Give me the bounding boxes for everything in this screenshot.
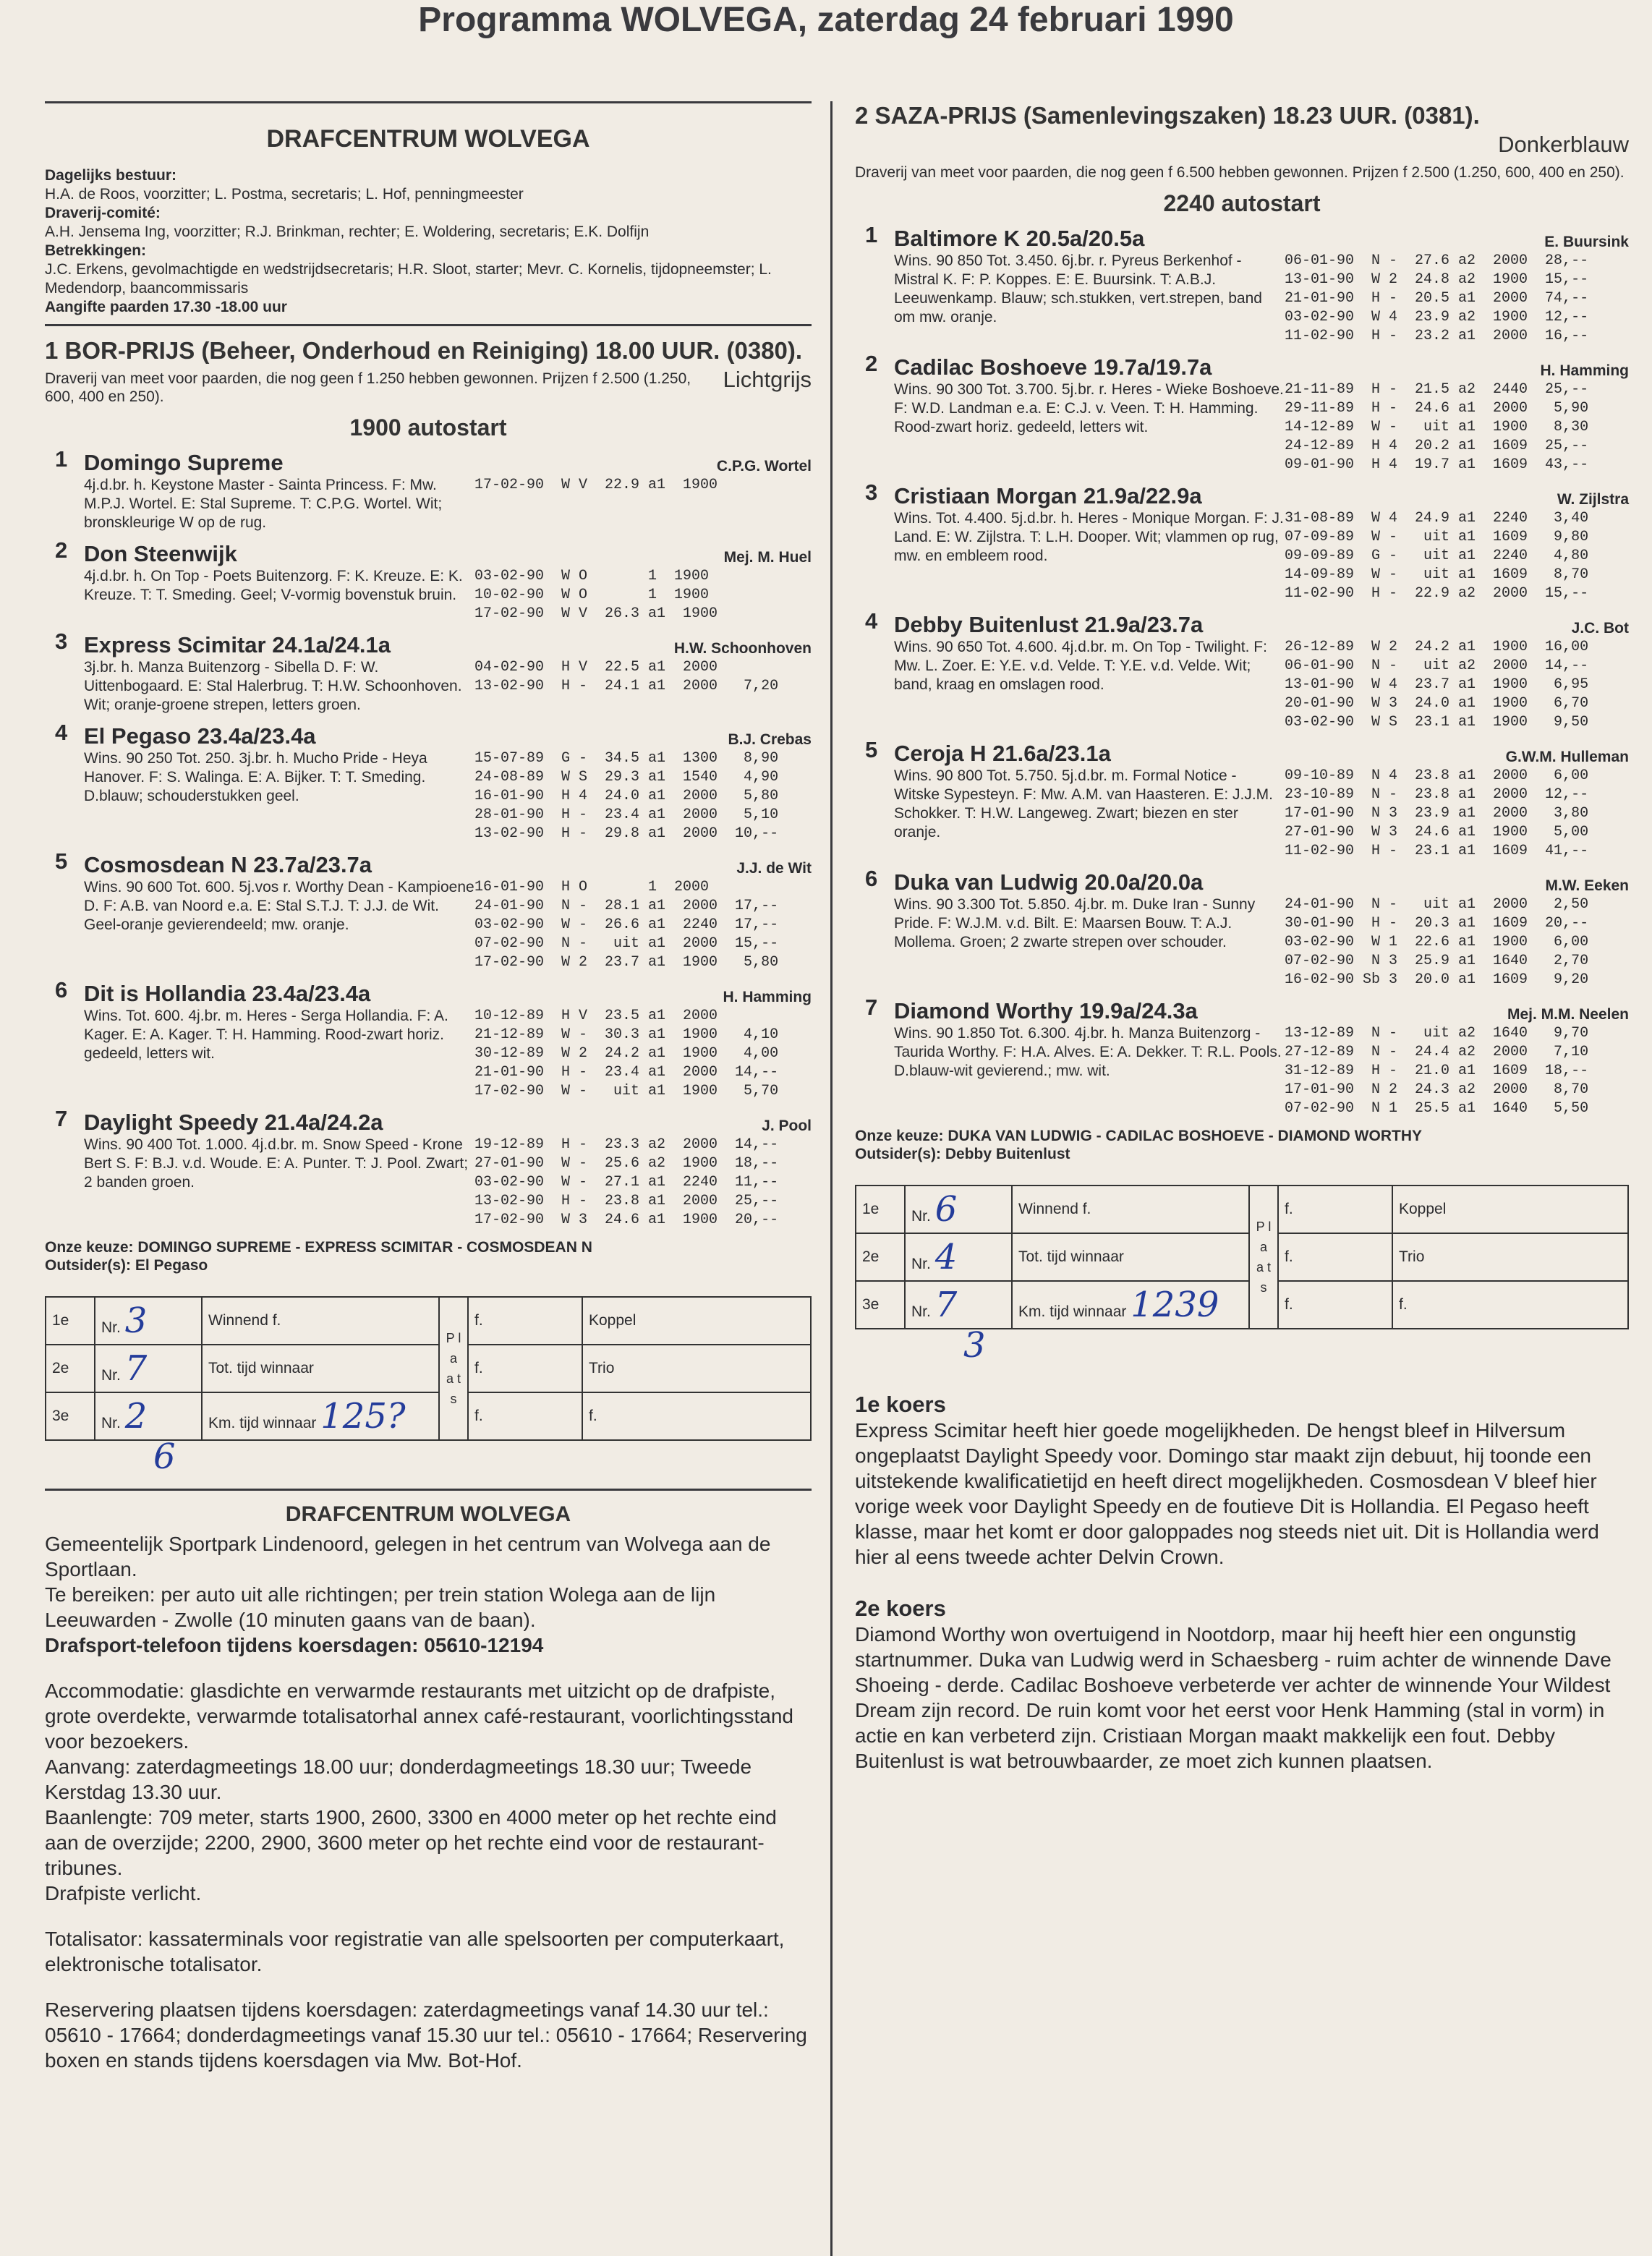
left-column — [45, 101, 812, 2073]
horse-name: Cadilac Boshoeve 19.7a/19.7a — [894, 354, 1212, 380]
horse-results: 19-12-89 H - 23.3 a2 2000 14,-- 27-01-90 W - 25.6 a2 1900 18,-- 03-02-90 W - 27.1 a1 2240 11,-- 13-02-90 H - 23.8 a1 2000 25,-- 17-02-90 W 3 24.6 a1 1900 20,-- — [474, 1136, 779, 1228]
horse-driver: H. Hamming — [1540, 362, 1629, 379]
info-p7: Drafpiste verlicht. — [45, 1882, 202, 1904]
form-f: f. — [468, 1392, 582, 1440]
form-km-tijd: Km. tijd winnaar — [208, 1415, 317, 1431]
horse-number: 7 — [55, 1106, 68, 1131]
horse-description: Wins. 90 1.850 Tot. 6.300. 4j.br. h. Manza Buitenzorg - Taurida Worthy. F: H.A. Alves. E: A. Dekker. T: R.L. Pools. D.blauw-wit gevierend.; mw. wit. — [894, 1025, 1282, 1079]
daily-board: H.A. de Roos, voorzitter; L. Postma, secretaris; L. Hof, penningmeester — [45, 186, 524, 203]
horse-name: Baltimore K 20.5a/20.5a — [894, 226, 1145, 251]
race2-color: Donkerblauw — [1498, 132, 1629, 157]
committee-label: Draverij-comité: — [45, 205, 161, 221]
horse-entry — [855, 608, 1629, 732]
horse-body — [84, 981, 812, 1101]
race1-start: 1900 autostart — [349, 414, 507, 440]
horse-results: 21-11-89 H - 21.5 a2 2440 25,-- 29-11-89 H - 24.6 a1 2000 5,90 14-12-89 W - uit a1 1900 8,30 24-12-89 H 4 20.2 a1 1609 25,-- 09-01-90 H 4 19.7 a1 1609 43,-- — [1285, 381, 1589, 473]
horse-description: Wins. 90 3.300 Tot. 5.850. 4j.br. m. Duke Iran - Sunny Pride. F: W.J.M. v.d. Bilt. E: Maarsen Bouw. T: A.J. Mollema. Groen; 2 zwarte strepen over schouder. — [894, 896, 1256, 950]
horse-description: Wins. Tot. 600. 4j.br. m. Heres - Serga Hollandia. F: A. Kager. E: A. Kager. T: H. Hamming. Rood-zwart horiz. gedeeld, letters wit. — [84, 1008, 448, 1062]
form-row-1e: 1e — [856, 1186, 905, 1233]
hw-extra[interactable]: 6 — [153, 1436, 176, 1477]
horse-results: 13-12-89 N - uit a2 1640 9,70 27-12-89 N - 24.4 a2 2000 7,10 31-12-89 H - 21.0 a1 1609 18,-- 17-01-90 N 2 24.3 a2 2000 8,70 07-02-90 N 1 25.5 a1 1640 5,50 — [1285, 1025, 1589, 1117]
race2-outsider: Outsider(s): Debby Buitenlust — [855, 1146, 1070, 1162]
hw-first[interactable]: 6 — [934, 1189, 958, 1230]
horse-description: Wins. 90 800 Tot. 5.750. 5j.d.br. m. Formal Notice - Witske Sypesteyn. F: Mw. A.M. van Haasteren. E: J.J.M. Schokker. T: H.W. Langeweg. Zwart; biezen en ster oranje. — [894, 767, 1273, 840]
form-f: f. — [1278, 1186, 1392, 1233]
form-trio: Trio — [582, 1345, 811, 1392]
form-f: f. — [582, 1392, 811, 1440]
horse-body — [84, 852, 812, 972]
horse-results: 24-01-90 N - uit a1 2000 2,50 30-01-90 H - 20.3 a1 1609 20,-- 03-02-90 W 1 22.6 a1 1900 6,00 07-02-90 N 3 25.9 a1 1640 2,70 16-02-90 Sb 3 20.0 a1 1609 9,20 — [1285, 896, 1589, 988]
race1-color: Lichtgrijs — [723, 367, 812, 392]
horse-number: 5 — [865, 737, 878, 762]
race1-title-text: 1 BOR-PRIJS (Beheer, Onderhoud en Reiniging) 18.00 UUR. (0380). — [45, 337, 803, 364]
horse-entry — [855, 222, 1629, 346]
info-p6: Baanlengte: 709 meter, starts 1900, 2600, 3300 en 4000 meter op het rechte eind aan de overzijde; 2200, 2900, 3600 meter op het rechte eind voor de restaurant-tribunes. — [45, 1806, 777, 1879]
horse-entry — [45, 446, 812, 532]
horse-entry — [45, 1106, 812, 1230]
horse-body — [894, 869, 1629, 989]
horse-entry — [855, 351, 1629, 474]
race2-start: 2240 autostart — [1163, 190, 1321, 216]
hw-time[interactable]: 1239 — [1131, 1285, 1219, 1325]
horse-name: Daylight Speedy 21.4a/24.2a — [84, 1110, 383, 1135]
horse-results: 17-02-90 W V 22.9 a1 1900 — [474, 477, 718, 493]
form-nr-label: Nr. — [101, 1415, 121, 1431]
hw-second[interactable]: 7 — [124, 1348, 148, 1389]
form-tot-tijd: Tot. tijd winnaar — [1012, 1233, 1249, 1281]
horse-results: 16-01-90 H O 1 2000 24-01-90 N - 28.1 a1 2000 17,-- 03-02-90 W - 26.6 a1 2240 17,-- 07-02-90 N - uit a1 2000 15,-- 17-02-90 W 2 23.7 a1 1900 5,80 — [474, 879, 779, 971]
form-koppel: Koppel — [582, 1297, 811, 1345]
horse-name: El Pegaso 23.4a/23.4a — [84, 723, 316, 749]
info-title: DRAFCENTRUM WOLVEGA — [285, 1502, 571, 1526]
comment1-text: Express Scimitar heeft hier goede mogelijkheden. De hengst bleef in Hilversum ongeplaatst Daylight Speedy voor. Domingo star maakt zijn debuut, hij toonde een uitstekende kwalificatietijd en heeft direct mogelijkheden. Cosmosdean V bleef hier vorige week voor Daylight Speedy en de foutieve Dit is Hollandia. El Pegaso heeft klasse, maar het komt er door galoppades nog steeds niet uit. Dit is Hollandia werd hier al eens tweede achter Delvin Crown. — [855, 1419, 1599, 1568]
race1-result-form — [45, 1296, 812, 1441]
horse-driver: M.W. Eeken — [1545, 877, 1629, 894]
race1-keuze: Onze keuze: DOMINGO SUPREME - EXPRESS SCIMITAR - COSMOSDEAN N — [45, 1239, 592, 1256]
race1-horse-list — [45, 446, 812, 1230]
info-p2: Te bereiken: per auto uit alle richtingen; per trein station Wolega aan de lijn Leeuwarden - Zwolle (10 minuten gaans van de baan). — [45, 1583, 716, 1631]
form-f: f. — [1278, 1281, 1392, 1329]
horse-results: 03-02-90 W O 1 1900 10-02-90 W O 1 1900 17-02-90 W V 26.3 a1 1900 — [474, 568, 718, 622]
officials-label: Betrekkingen: — [45, 242, 147, 259]
comment1-title: 1e koers — [855, 1392, 946, 1417]
horse-driver: C.P.G. Wortel — [716, 458, 812, 474]
info-p4: Accommodatie: glasdichte en verwarmde restaurants met uitzicht op de drafpiste, grote overdekte, verwarmde totalisatorhal annex café-restaurant, voorlichtingsstand voor bezoekers. — [45, 1680, 793, 1753]
horse-driver: E. Buursink — [1544, 234, 1629, 250]
race2-horse-list — [855, 222, 1629, 1118]
horse-description: Wins. 90 250 Tot. 250. 3j.br. h. Mucho Pride - Heya Hanover. F: S. Walinga. E: A. Bijker. T: T. Smeding. D.blauw; schouderstukken geel. — [84, 750, 427, 804]
horse-description: Wins. 90 850 Tot. 3.450. 6j.br. r. Pyreus Berkenhof - Mistral K. F: P. Koppes. E: E. Buursink. T: A.B.J. Leeuwenkamp. Blauw; sch.stukken, vert.strepen, band om mw. oranje. — [894, 252, 1262, 325]
info-p5: Aanvang: zaterdagmeetings 18.00 uur; donderdagmeetings 18.30 uur; Tweede Kerstdag 13.30 uur. — [45, 1755, 752, 1803]
form-km-tijd: Km. tijd winnaar — [1018, 1303, 1127, 1320]
horse-driver: J.J. de Wit — [736, 860, 812, 877]
hw-time[interactable]: 125? — [320, 1396, 406, 1436]
info-p9: Reservering plaatsen tijdens koersdagen: zaterdagmeetings vanaf 14.30 uur tel.: 05610 - 17664; donderdagmeetings vanaf 15.30 uur tel.: 05610 - 17664; Reservering boxen en stands tijdens koersdagen via Mw. Bot-Hof. — [45, 1999, 807, 2072]
horse-body — [894, 483, 1629, 603]
horse-name: Don Steenwijk — [84, 541, 237, 566]
horse-description: Wins. 90 650 Tot. 4.600. 4j.d.br. m. On Top - Twilight. F: Mw. L. Zoer. E: Y.E. v.d. Velde. T: Y.E. v.d. Velde. Wit; band, kraag en omslagen rood. — [894, 639, 1267, 693]
horse-number: 4 — [55, 720, 68, 745]
horse-body — [84, 541, 812, 623]
horse-body — [894, 612, 1629, 732]
horse-description: 4j.d.br. h. On Top - Poets Buitenzorg. F: K. Kreuze. E: K. Kreuze. T: T. Smeding. Geel; V-vormig bovenstuk bruin. — [84, 568, 463, 603]
race2-title-text: 2 SAZA-PRIJS (Samenlevingszaken) 18.23 UUR. (0381). — [855, 102, 1480, 129]
horse-driver: J. Pool — [762, 1118, 812, 1134]
horse-name: Domingo Supreme — [84, 450, 284, 475]
form-row-1e: 1e — [46, 1297, 95, 1345]
horse-name: Express Scimitar 24.1a/24.1a — [84, 632, 391, 657]
horse-description: 3j.br. h. Manza Buitenzorg - Sibella D. F: W. Uittenbogaard. E: Stal Halerbrug. T: H.W. Schoonhoven. Wit; oranje-groene strepen, letters groen. — [84, 659, 462, 713]
race2-title — [855, 101, 1629, 159]
info-p1: Gemeentelijk Sportpark Lindenoord, gelegen in het centrum van Wolvega aan de Sportlaan. — [45, 1533, 771, 1580]
horse-entry — [855, 995, 1629, 1118]
form-plaats: P l a a t s — [1249, 1186, 1278, 1329]
horse-body — [84, 632, 812, 715]
race2-result-form — [855, 1185, 1629, 1329]
hw-third[interactable]: 2 — [124, 1396, 148, 1436]
horse-body — [894, 226, 1629, 346]
race2-keuze: Onze keuze: DUKA VAN LUDWIG - CADILAC BOSHOEVE - DIAMOND WORTHY — [855, 1128, 1423, 1144]
horse-name: Cosmosdean N 23.7a/23.7a — [84, 852, 372, 877]
form-nr-label: Nr. — [911, 1208, 931, 1225]
horse-body — [894, 998, 1629, 1118]
info-p3: Drafsport-telefoon tijdens koersdagen: 05610-12194 — [45, 1634, 544, 1656]
horse-description: Wins. 90 300 Tot. 3.700. 5j.br. r. Heres - Wieke Boshoeve. F: W.D. Landman e.a. E: C.J. v. Veen. T: H. Hamming. Rood-zwart horiz. gedeeld, letters wit. — [894, 381, 1284, 435]
page-title: Programma WOLVEGA, zaterdag 24 februari 1990 — [418, 1, 1234, 39]
horse-body — [894, 354, 1629, 474]
horse-body — [84, 723, 812, 843]
committee: A.H. Jensema Ing, voorzitter; R.J. Brinkman, rechter; E. Woldering, secretaris; E.K. Dolfijn — [45, 224, 650, 240]
hw-third[interactable]: 7 — [934, 1285, 958, 1325]
horse-number: 1 — [55, 446, 68, 472]
hw-extra[interactable]: 3 — [963, 1325, 986, 1366]
comment2-title: 2e koers — [855, 1596, 946, 1621]
form-plaats: P l a a t s — [439, 1297, 468, 1440]
horse-number: 6 — [865, 866, 878, 891]
race1-outsider: Outsider(s): El Pegaso — [45, 1257, 208, 1274]
horse-number: 2 — [55, 537, 68, 563]
hw-first[interactable]: 3 — [124, 1301, 148, 1341]
form-row-3e: 3e — [46, 1392, 95, 1440]
form-winnend: Winnend f. — [202, 1297, 439, 1345]
horse-results: 04-02-90 H V 22.5 a1 2000 13-02-90 H - 24.1 a1 2000 7,20 — [474, 659, 779, 694]
form-row-3e: 3e — [856, 1281, 905, 1329]
horse-number: 1 — [865, 222, 878, 247]
form-nr-label: Nr. — [911, 1256, 931, 1272]
horse-entry — [45, 629, 812, 715]
form-f: f. — [1278, 1233, 1392, 1281]
horse-results: 10-12-89 H V 23.5 a1 2000 21-12-89 W - 30.3 a1 1900 4,10 30-12-89 W 2 24.2 a1 1900 4,00 21-01-90 H - 23.4 a1 2000 14,-- 17-02-90 W - uit a1 1900 5,70 — [474, 1008, 779, 1099]
entry-time: Aangifte paarden 17.30 -18.00 uur — [45, 299, 287, 315]
form-nr-label: Nr. — [911, 1303, 931, 1320]
horse-results: 09-10-89 N 4 23.8 a1 2000 6,00 23-10-89 N - 23.8 a1 2000 12,-- 17-01-90 N 3 23.9 a1 2000 3,80 27-01-90 W 3 24.6 a1 1900 5,00 11-02-90 H - 23.1 a1 1609 41,-- — [1285, 767, 1589, 859]
hw-second[interactable]: 4 — [934, 1237, 958, 1277]
horse-entry — [45, 977, 812, 1101]
horse-driver: B.J. Crebas — [728, 731, 812, 748]
form-winnend: Winnend f. — [1012, 1186, 1249, 1233]
horse-entry — [855, 480, 1629, 603]
form-row-2e: 2e — [856, 1233, 905, 1281]
horse-number: 4 — [865, 608, 878, 634]
horse-entry — [45, 720, 812, 843]
horse-entry — [855, 737, 1629, 861]
race1-conditions: Draverij van meet voor paarden, die nog geen f 1.250 hebben gewonnen. Prijzen f 2.500 (1.250, 600, 400 en 250). — [45, 370, 691, 405]
horse-driver: J.C. Bot — [1571, 620, 1629, 637]
form-row-2e: 2e — [46, 1345, 95, 1392]
horse-number: 3 — [55, 629, 68, 654]
org-title: DRAFCENTRUM WOLVEGA — [266, 125, 590, 153]
horse-body — [894, 741, 1629, 861]
horse-results: 31-08-89 W 4 24.9 a1 2240 3,40 07-09-89 W - uit a1 1609 9,80 09-09-89 G - uit a1 2240 4,80 14-09-89 W - uit a1 1609 8,70 11-02-90 H - 22.9 a2 2000 15,-- — [1285, 510, 1589, 602]
horse-entry — [855, 866, 1629, 989]
comment2-text: Diamond Worthy won overtuigend in Nootdorp, maar hij heeft hier een ongunstig startnummer. Duka van Ludwig werd in Schaesberg - ruim achter de winnende Dave Shoeing - derde. Cadilac Boshoeve verbeterde ver achter de winnende Your Wildest Dream zijn record. De ruin komt voor het eerst voor Henk Hamming (stal in vorm) in actie en kan verbeterd zijn. Cristiaan Morgan maakt makkelijk een fout. Debby Buitenlust is wat betrouwbaarder, ze moet zich kunnen plaatsen. — [855, 1623, 1611, 1772]
horse-results: 26-12-89 W 2 24.2 a1 1900 16,00 06-01-90 N - uit a2 2000 14,-- 13-01-90 W 4 23.7 a1 1900 6,95 20-01-90 W 3 24.0 a1 1900 6,70 03-02-90 W S 23.1 a1 1900 9,50 — [1285, 639, 1589, 731]
form-nr-label: Nr. — [101, 1367, 121, 1384]
column-divider — [830, 101, 833, 2256]
horse-number: 2 — [865, 351, 878, 376]
horse-body — [84, 450, 812, 532]
horse-results: 06-01-90 N - 27.6 a2 2000 28,-- 13-01-90 W 2 24.8 a2 1900 15,-- 21-01-90 H - 20.5 a1 2000 74,-- 03-02-90 W 4 23.9 a2 1900 12,-- 11-02-90 H - 23.2 a1 2000 16,-- — [1285, 252, 1589, 344]
race2-conditions: Draverij van meet voor paarden, die nog geen f 6.500 hebben gewonnen. Prijzen f 2.500 (1.250, 600, 400 en 250). — [855, 164, 1625, 181]
horse-number: 7 — [865, 995, 878, 1020]
horse-number: 6 — [55, 977, 68, 1003]
form-tot-tijd: Tot. tijd winnaar — [202, 1345, 439, 1392]
horse-entry — [45, 848, 812, 972]
horse-entry — [45, 537, 812, 623]
horse-name: Debby Buitenlust 21.9a/23.7a — [894, 612, 1204, 637]
form-trio: Trio — [1392, 1233, 1628, 1281]
form-koppel: Koppel — [1392, 1186, 1628, 1233]
horse-driver: W. Zijlstra — [1557, 491, 1629, 508]
horse-driver: H. Hamming — [723, 989, 812, 1005]
horse-driver: Mej. M.M. Neelen — [1507, 1006, 1629, 1023]
horse-driver: G.W.M. Hulleman — [1505, 749, 1629, 765]
form-f: f. — [468, 1297, 582, 1345]
horse-driver: Mej. M. Huel — [723, 549, 812, 566]
horse-number: 3 — [865, 480, 878, 505]
horse-results: 15-07-89 G - 34.5 a1 1300 8,90 24-08-89 W S 29.3 a1 1540 4,90 16-01-90 H 4 24.0 a1 2000 5,80 28-01-90 H - 23.4 a1 2000 5,10 13-02-90 H - 29.8 a1 2000 10,-- — [474, 750, 779, 842]
horse-description: Wins. 90 400 Tot. 1.000. 4j.d.br. m. Snow Speed - Krone Bert S. F: B.J. v.d. Woude. E: A. Punter. T: J. Pool. Zwart; 2 banden groen. — [84, 1136, 469, 1191]
form-nr-label: Nr. — [101, 1319, 121, 1336]
horse-description: 4j.d.br. h. Keystone Master - Sainta Princess. F: Mw. M.P.J. Wortel. E: Stal Supreme. T: C.P.G. Wortel. Wit; bronskleurige W op de rug. — [84, 477, 443, 531]
org-info — [45, 166, 812, 317]
horse-name: Ceroja H 21.6a/23.1a — [894, 741, 1111, 766]
right-column — [855, 101, 1629, 1774]
horse-name: Duka van Ludwig 20.0a/20.0a — [894, 869, 1204, 895]
horse-name: Cristiaan Morgan 21.9a/22.9a — [894, 483, 1202, 508]
form-f: f. — [1392, 1281, 1628, 1329]
horse-description: Wins. 90 600 Tot. 600. 5j.vos r. Worthy Dean - Kampioene D. F: A.B. van Noord e.a. E: Stal S.T.J. T: J.J. de Wit. Geel-oranje gevierendeeld; mw. oranje. — [84, 879, 474, 933]
form-f: f. — [468, 1345, 582, 1392]
horse-name: Dit is Hollandia 23.4a/23.4a — [84, 981, 371, 1006]
horse-name: Diamond Worthy 19.9a/24.3a — [894, 998, 1198, 1023]
info-text — [45, 1531, 812, 2073]
horse-body — [84, 1110, 812, 1230]
info-p8: Totalisator: kassaterminals voor registratie van alle spelsoorten per computerkaart, elektronische totalisator. — [45, 1928, 785, 1975]
horse-driver: H.W. Schoonhoven — [673, 640, 812, 657]
daily-board-label: Dagelijks bestuur: — [45, 167, 177, 184]
officials: J.C. Erkens, gevolmachtigde en wedstrijdsecretaris; H.R. Sloot, starter; Mevr. C. Kornelis, tijdopneemster; L. Medendorp, baancommissaris — [45, 261, 772, 297]
horse-description: Wins. Tot. 4.400. 5j.d.br. h. Heres - Monique Morgan. F: J. Land. E: W. Zijlstra. T: L.H. Dooper. Wit; vlammen op rug, mw. en embleem rood. — [894, 510, 1284, 564]
horse-number: 5 — [55, 848, 68, 874]
